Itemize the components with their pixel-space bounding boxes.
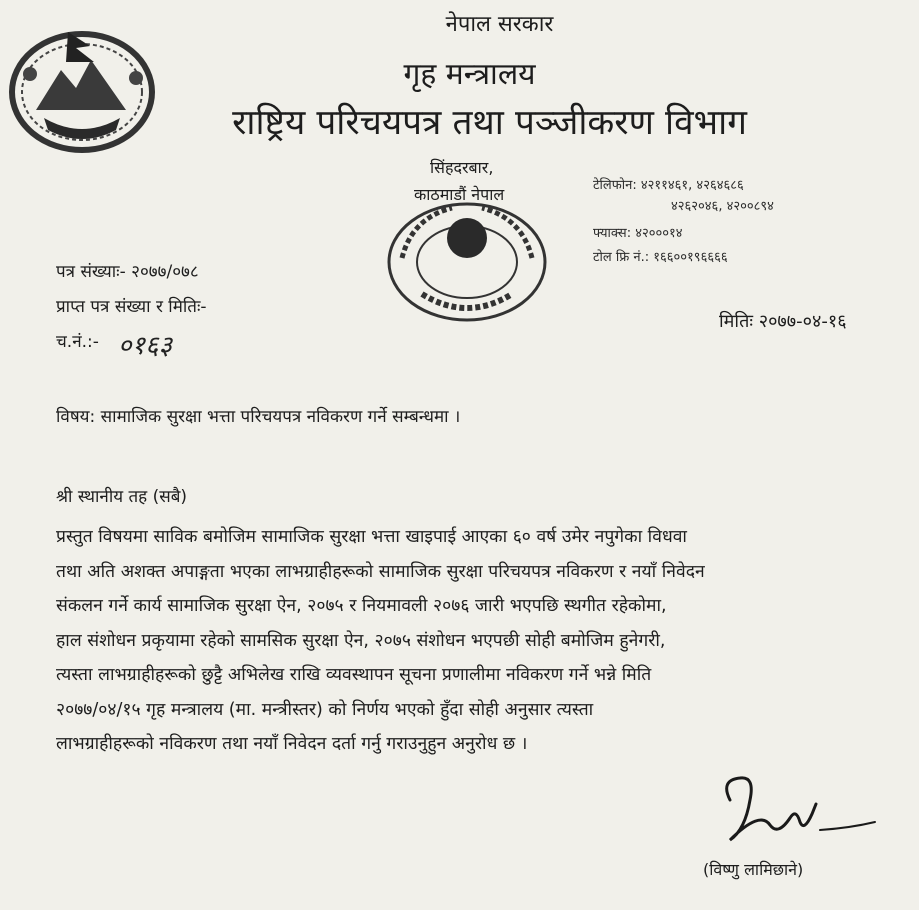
body-line: हाल संशोधन प्रकृयामा रहेको सामसिक सुरक्षा ऐन, २०७५ संशोधन भएपछी सोही बमोजिम हुनेगरी, bbox=[56, 630, 666, 651]
department-name: राष्ट्रिय परिचयपत्र तथा पञ्जीकरण विभाग bbox=[232, 103, 747, 143]
government-name: नेपाल सरकार bbox=[445, 12, 554, 37]
letter-body bbox=[56, 520, 862, 762]
letter-subject: विषय: सामाजिक सुरक्षा भत्ता परिचयपत्र नविकरण गर्ने सम्बन्धमा । bbox=[56, 407, 461, 427]
dispatch-number-handwritten: ०१६३ bbox=[118, 331, 173, 361]
dispatch-number-label: च.नं.:- bbox=[56, 332, 99, 352]
fax-number: फ्याक्स: ४२०००१४ bbox=[593, 226, 683, 241]
telephone-numbers: टेलिफोन: ४२११४६१, ४२६४६८६ bbox=[593, 178, 744, 193]
body-line: तथा अति अशक्त अपाङ्गता भएका लाभग्राहीहरूको सामाजिक सुरक्षा परिचयपत्र नविकरण र नयाँ निवेदन bbox=[56, 561, 705, 582]
ministry-name: गृह मन्त्रालय bbox=[403, 57, 536, 92]
telephone-numbers-continued: ४२६२०४६, ४२००८९४ bbox=[671, 199, 774, 214]
office-stamp-icon bbox=[382, 198, 552, 326]
letter-number: पत्र संख्याः- २०७७/०७८ bbox=[56, 262, 199, 282]
letter-date: मितिः २०७७-०४-१६ bbox=[719, 311, 847, 332]
received-letter-reference: प्राप्त पत्र संख्या र मितिः- bbox=[56, 297, 207, 317]
address-line-1: सिंहदरबार, bbox=[430, 158, 494, 177]
letter-recipient: श्री स्थानीय तह (सबै) bbox=[56, 487, 188, 507]
toll-free-number: टोल फ्रि नं.: १६६००१९६६६६ bbox=[593, 250, 728, 265]
signature-icon bbox=[700, 770, 890, 860]
body-line: त्यस्ता लाभग्राहीहरूको छुट्टै अभिलेख राखि व्यवस्थापन सूचना प्रणालीमा नविकरण गर्ने भन्ने मिति bbox=[56, 665, 652, 685]
body-line: लाभग्राहीहरूको नविकरण तथा नयाँ निवेदन दर्ता गर्नु गराउनुहुन अनुरोध छ । bbox=[56, 734, 528, 754]
body-line: २०७७/०४/१५ गृह मन्त्रालय (मा. मन्त्रीस्तर) को निर्णय भएको हुँदा सोही अनुसार त्यस्ता bbox=[56, 699, 594, 720]
address-line-2: काठमाडौं नेपाल bbox=[414, 185, 505, 204]
body-line: प्रस्तुत विषयमा साविक बमोजिम सामाजिक सुरक्षा भत्ता खाइपाई आएका ६० वर्ष उमेर नपुगेका विधवा bbox=[56, 527, 687, 547]
signatory-name: (विष्णु लामिछाने) bbox=[703, 860, 804, 879]
body-line: संकलन गर्ने कार्य सामाजिक सुरक्षा ऐन, २०७५ र नियमावली २०७६ जारी भएपछि स्थगीत रहेकोमा, bbox=[56, 596, 667, 616]
